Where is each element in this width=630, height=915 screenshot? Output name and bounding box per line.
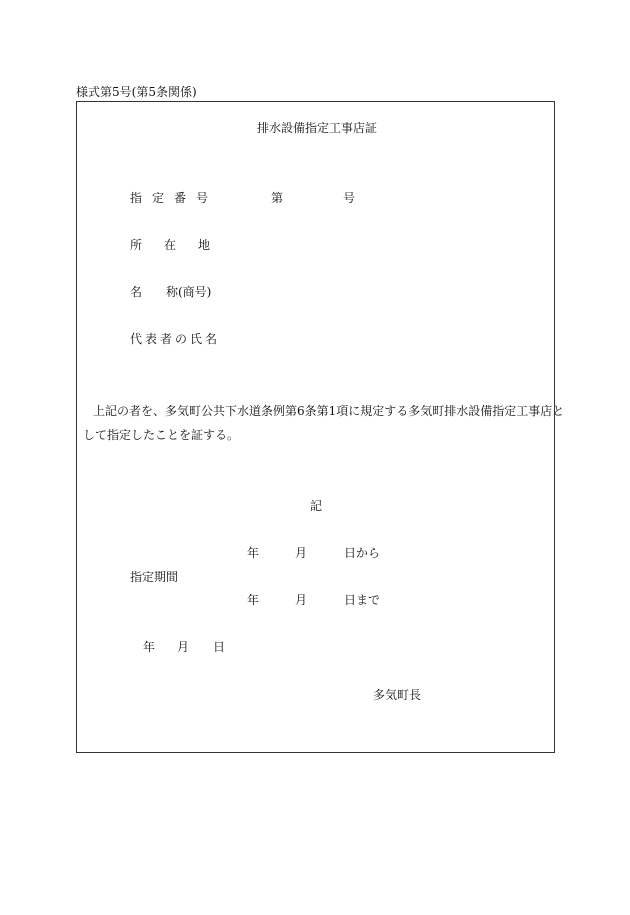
certificate-title: 排水設備指定工事店証: [257, 121, 378, 135]
period-until-month: 月: [295, 593, 308, 607]
period-from-month: 月: [295, 546, 308, 560]
name-label: 名: [130, 285, 143, 299]
designation-number-label: 指定番号: [130, 191, 219, 205]
form-number-label: 様式第5号(第5条関係): [76, 85, 197, 99]
period-from-day: 日から: [344, 546, 381, 560]
issue-month: 月: [177, 640, 190, 654]
issue-day: 日: [213, 640, 226, 654]
name-label-tail: 称(商号): [166, 285, 212, 299]
issue-year: 年: [143, 640, 156, 654]
period-until-day: 日まで: [344, 593, 381, 607]
ki-heading: 記: [310, 499, 323, 513]
representative-label: 代表者の氏名: [130, 332, 221, 346]
number-prefix: 第: [271, 191, 284, 205]
address-label: 所在地: [130, 238, 233, 252]
certificate-body-line-1: 上記の者を、多気町公共下水道条例第6条第1項に規定する多気町排水設備指定工事店と: [93, 404, 565, 418]
certificate-body-line-2: して指定したことを証する。: [83, 428, 240, 442]
number-suffix: 号: [343, 191, 356, 205]
period-until-year: 年: [247, 593, 260, 607]
period-label: 指定期間: [130, 570, 179, 584]
period-from-year: 年: [247, 546, 260, 560]
issuer-name: 多気町長: [373, 688, 422, 702]
